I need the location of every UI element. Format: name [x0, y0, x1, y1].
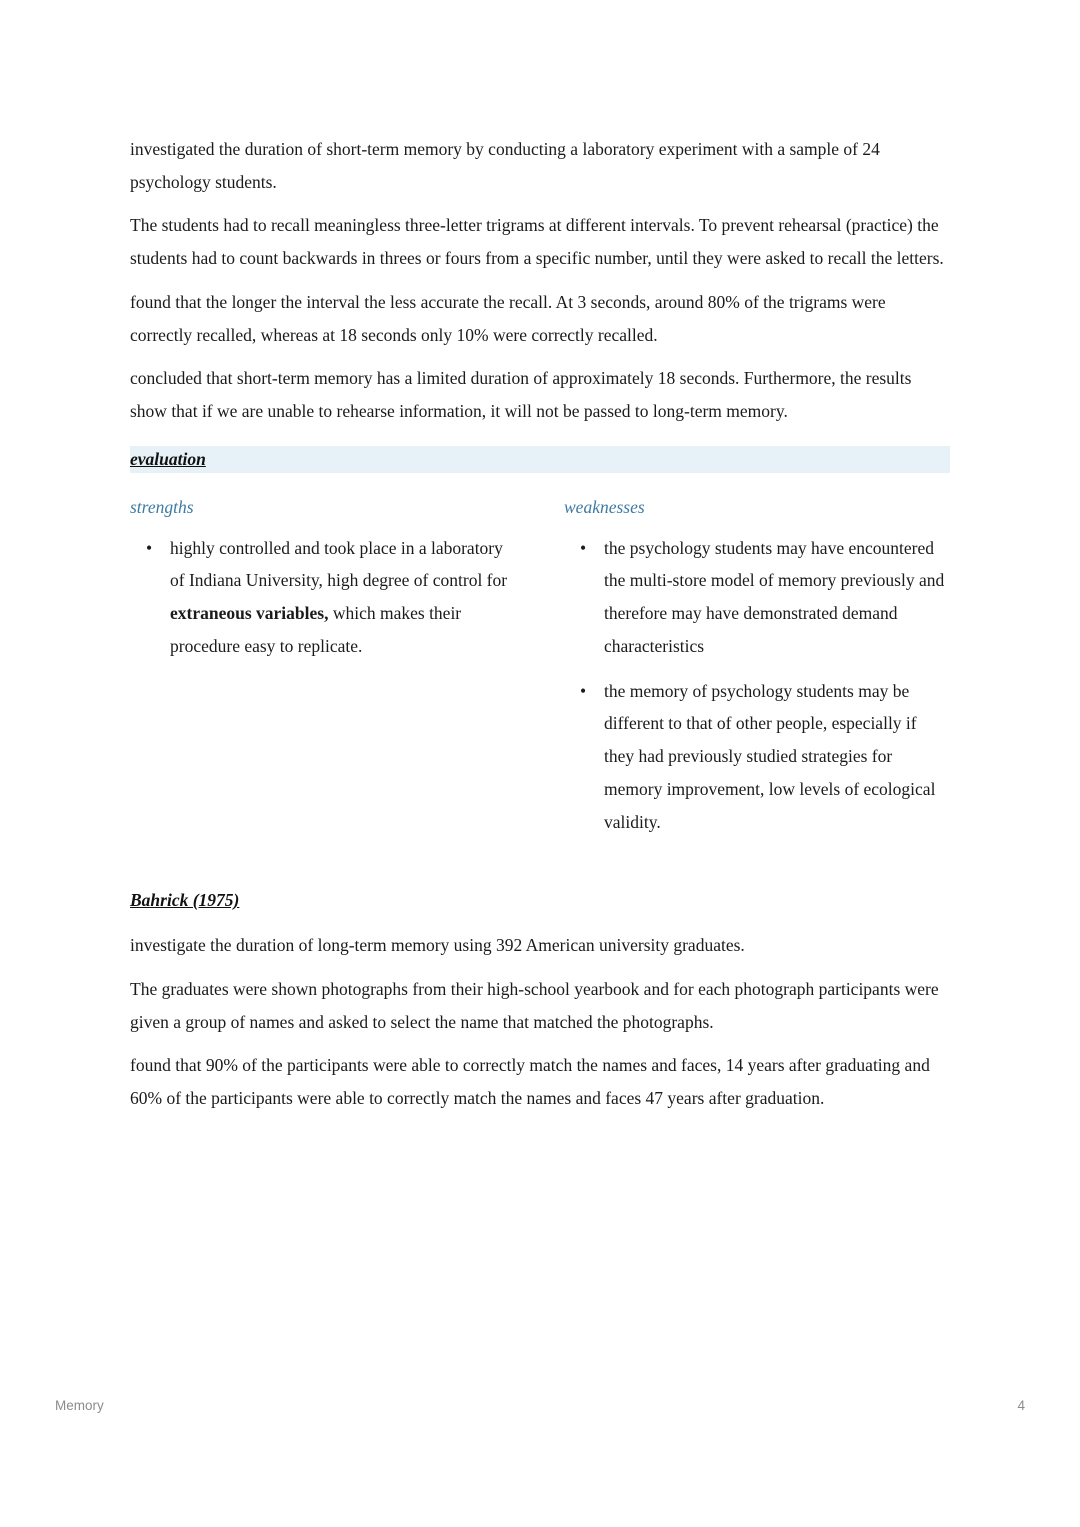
intro-paragraph-2: The students had to recall meaningless three-letter trigrams at different intervals. To prevent rehearsal (practice) the students had to count backwards in threes or fours from a specific number, until they were asked to recall the letters.	[130, 215, 944, 269]
page-footer	[55, 1398, 1025, 1413]
document-content	[130, 133, 950, 1126]
strengths-column	[130, 497, 516, 850]
weaknesses-heading: weaknesses	[564, 496, 645, 517]
evaluation-columns	[130, 497, 950, 850]
intro-paragraph-4: concluded that short-term memory has a limited duration of approximately 18 seconds. Furthermore, the results show that if we are unable to rehearse information, it will not be passed to long-term memory.	[130, 368, 912, 422]
footer-document-title: Memory	[55, 1398, 104, 1413]
strengths-bullet-1	[130, 532, 516, 663]
bahrick-paragraph-3: found that 90% of the participants were able to correctly match the names and faces, 14 years after graduating and 60% of the participants were able to correctly match the names and faces 47 years after graduation.	[130, 1055, 930, 1109]
strengths-heading: strengths	[130, 496, 194, 517]
weaknesses-list	[564, 532, 950, 838]
intro-paragraph-1: investigated the duration of short-term memory by conducting a laboratory experiment with a sample of 24 psychology students.	[130, 139, 880, 192]
strengths-list	[130, 532, 516, 663]
weaknesses-column	[564, 497, 950, 850]
strengths-bullet-1-pre: highly controlled and took place in a laboratory of Indiana University, high degree of control for	[170, 537, 508, 591]
evaluation-highlight-band	[130, 446, 950, 473]
strengths-bullet-1-post: which makes their procedure easy to replicate.	[170, 603, 462, 656]
weaknesses-bullet-1: • the psychology students may have encountered the multi-store model of memory previously and therefore may have demonstrated demand characteristics	[564, 532, 950, 663]
footer-page-number: 4	[1017, 1398, 1025, 1413]
bahrick-paragraph-2: The graduates were shown photographs from their high-school yearbook and for each photograph participants were given a group of names and asked to select the name that matched the photographs.	[130, 978, 939, 1032]
weaknesses-bullet-2: • the memory of psychology students may be different to that of other people, especially if they had previously studied strategies for memory improvement, low levels of ecological validity.	[564, 675, 950, 839]
strengths-bullet-1-bold: extraneous variables,	[170, 603, 329, 624]
bahrick-paragraph-1: investigate the duration of long-term memory using 392 American university graduates.	[130, 935, 745, 956]
bahrick-heading: Bahrick (1975)	[130, 890, 240, 911]
intro-paragraph-3: found that the longer the interval the less accurate the recall. At 3 seconds, around 80% of the trigrams were correctly recalled, whereas at 18 seconds only 10% were correctly recalled.	[130, 291, 886, 345]
evaluation-heading: evaluation	[130, 448, 206, 469]
